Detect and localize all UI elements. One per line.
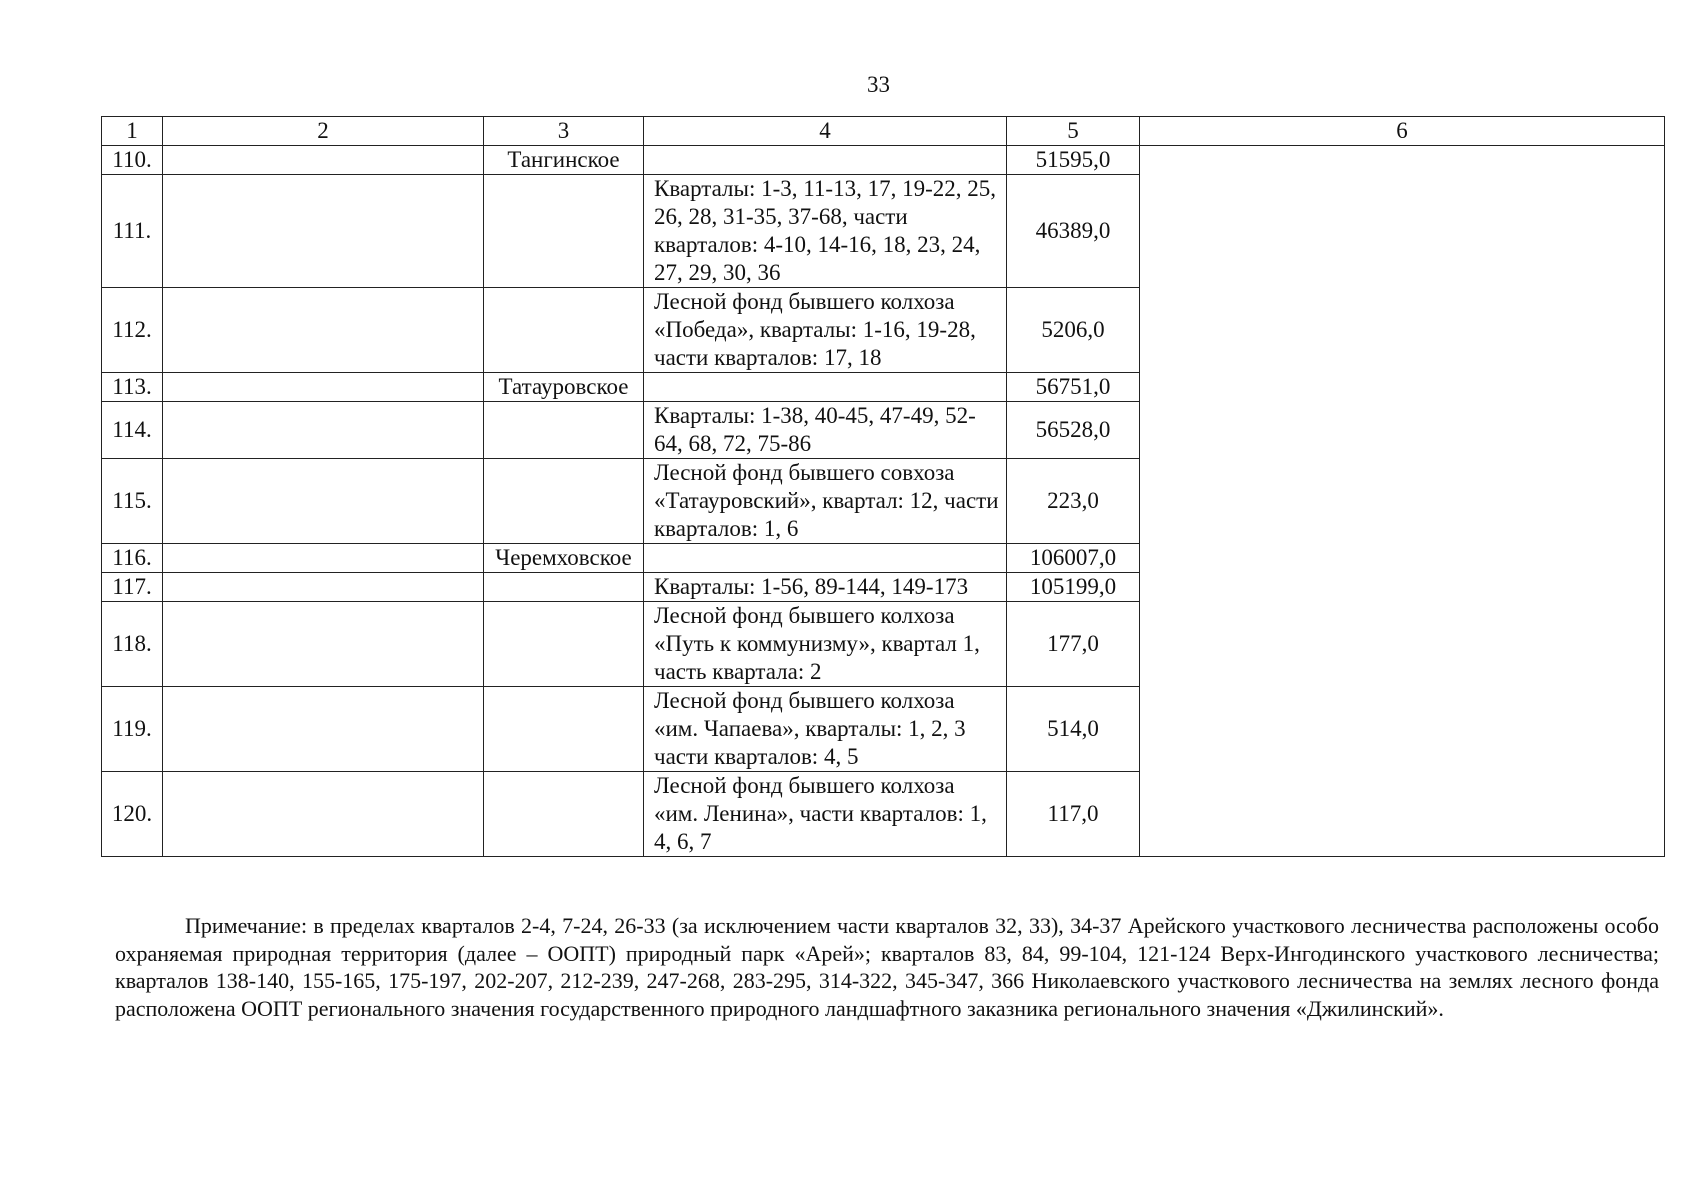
district-name (484, 687, 644, 772)
quarters-description (644, 146, 1007, 175)
header-cell: 4 (644, 117, 1007, 146)
area-value: 5206,0 (1007, 288, 1140, 373)
row-col2 (163, 459, 484, 544)
quarters-description: Лесной фонд бывшего колхоза «им. Чапаева», кварталы: 1, 2, 3 части кварталов: 4, 5 (644, 687, 1007, 772)
header-cell: 1 (102, 117, 163, 146)
col6-cell (1140, 146, 1665, 857)
quarters-description: Кварталы: 1-3, 11-13, 17, 19-22, 25, 26, 28, 31-35, 37-68, части кварталов: 4-10, 14-16, 18, 23, 24, 27, 29, 30, 36 (644, 175, 1007, 288)
row-number: 116. (102, 544, 163, 573)
row-number: 113. (102, 373, 163, 402)
area-value: 105199,0 (1007, 573, 1140, 602)
area-value: 56528,0 (1007, 402, 1140, 459)
quarters-description: Лесной фонд бывшего совхоза «Татауровский», квартал: 12, части кварталов: 1, 6 (644, 459, 1007, 544)
row-number: 114. (102, 402, 163, 459)
area-value: 514,0 (1007, 687, 1140, 772)
forest-districts-table (101, 116, 1665, 857)
header-cell: 5 (1007, 117, 1140, 146)
row-col2 (163, 373, 484, 402)
row-col2 (163, 687, 484, 772)
district-name (484, 573, 644, 602)
area-value: 223,0 (1007, 459, 1140, 544)
area-value: 46389,0 (1007, 175, 1140, 288)
district-name (484, 602, 644, 687)
area-value: 56751,0 (1007, 373, 1140, 402)
header-cell: 2 (163, 117, 484, 146)
row-number: 112. (102, 288, 163, 373)
row-col2 (163, 544, 484, 573)
header-cell: 6 (1140, 117, 1665, 146)
area-value: 106007,0 (1007, 544, 1140, 573)
row-number: 118. (102, 602, 163, 687)
quarters-description: Кварталы: 1-38, 40-45, 47-49, 52-64, 68, 72, 75-86 (644, 402, 1007, 459)
row-col2 (163, 288, 484, 373)
district-name (484, 402, 644, 459)
district-name (484, 175, 644, 288)
district-name (484, 288, 644, 373)
quarters-description: Лесной фонд бывшего колхоза «им. Ленина», части кварталов: 1, 4, 6, 7 (644, 772, 1007, 857)
row-col2 (163, 175, 484, 288)
row-col2 (163, 602, 484, 687)
quarters-description (644, 544, 1007, 573)
quarters-description (644, 373, 1007, 402)
row-col2 (163, 772, 484, 857)
area-value: 177,0 (1007, 602, 1140, 687)
quarters-description: Лесной фонд бывшего колхоза «Путь к коммунизму», квартал 1, часть квартала: 2 (644, 602, 1007, 687)
row-number: 111. (102, 175, 163, 288)
footnote-text: Примечание: в пределах кварталов 2-4, 7-24, 26-33 (за исключением части кварталов 32, 33), 34-37 Арейского участкового лесничества расположены особо охраняемая природная территория (далее – ООПТ) природный парк «Арей»; кварталов 83, 84, 99-104, 121-124 Верх-Ингодинского участкового лесничества; кварталов 138-140, 155-165, 175-197, 202-207, 212-239, 247-268, 283-295, 314-322, 345-347, 366 Николаевского участкового лесничества на землях лесного фонда расположена ООПТ регионального значения государственного природного ландшафтного заказника регионального значения «Джилинский». (115, 913, 1659, 1021)
row-number: 115. (102, 459, 163, 544)
table-row (102, 146, 1665, 175)
row-number: 120. (102, 772, 163, 857)
district-name (484, 459, 644, 544)
row-col2 (163, 402, 484, 459)
row-col2 (163, 146, 484, 175)
area-value: 51595,0 (1007, 146, 1140, 175)
quarters-description: Кварталы: 1-56, 89-144, 149-173 (644, 573, 1007, 602)
district-name: Тангинское (484, 146, 644, 175)
district-name (484, 772, 644, 857)
quarters-description: Лесной фонд бывшего колхоза «Победа», кварталы: 1-16, 19-28, части кварталов: 17, 18 (644, 288, 1007, 373)
row-number: 110. (102, 146, 163, 175)
page-number: 33 (867, 72, 890, 97)
area-value: 117,0 (1007, 772, 1140, 857)
row-col2 (163, 573, 484, 602)
row-number: 119. (102, 687, 163, 772)
row-number: 117. (102, 573, 163, 602)
header-cell: 3 (484, 117, 644, 146)
table-header-row (102, 117, 1665, 146)
district-name: Черемховское (484, 544, 644, 573)
district-name: Татауровское (484, 373, 644, 402)
